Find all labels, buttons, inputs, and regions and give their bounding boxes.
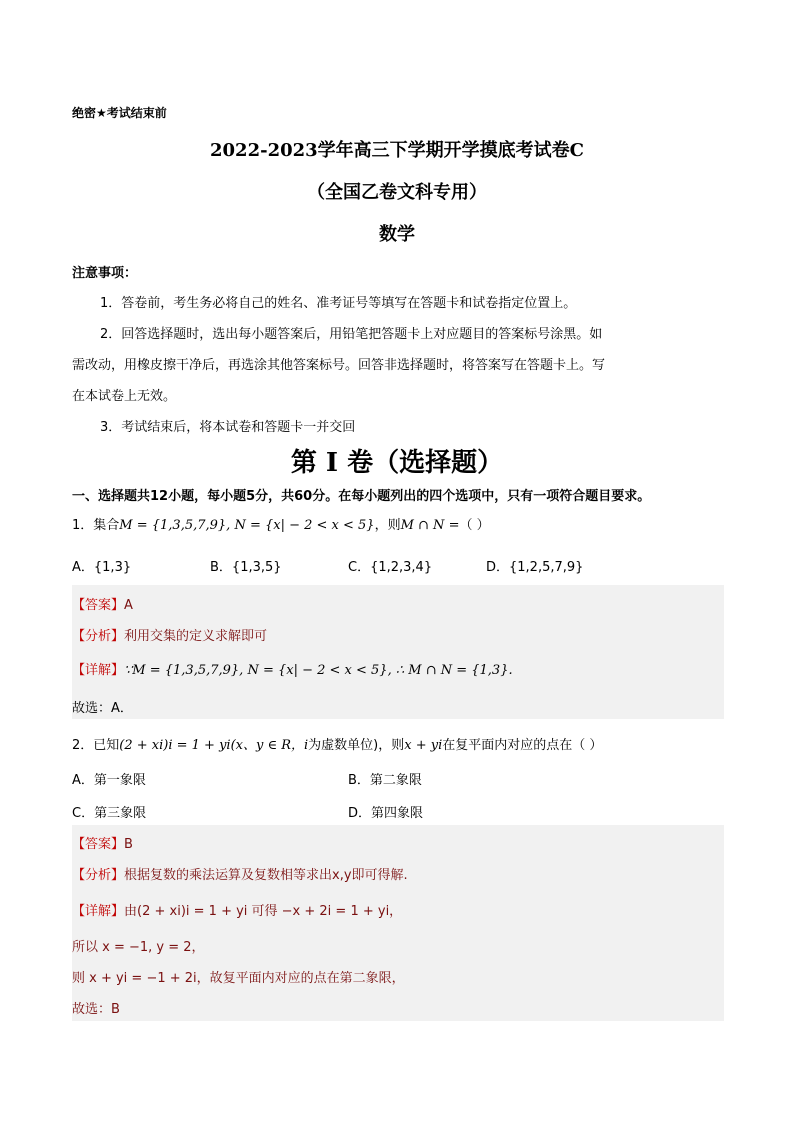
exam-subject: 数学: [379, 224, 415, 245]
part-title: 第 I 卷（选择题）: [290, 448, 504, 478]
q2-detail-line2: 所以 x = −1, y = 2，: [72, 940, 205, 955]
q1-conclusion: 故选：A．: [72, 701, 133, 716]
analysis-tag: 【分析】: [72, 868, 125, 883]
q1-math2: M ∩ N =: [400, 518, 460, 533]
notice-heading: 注意事项：: [72, 266, 138, 281]
q2-option-c: C．第三象限: [72, 806, 147, 821]
notice-item: 3．考试结束后，将本试卷和答题卡一并交回: [100, 420, 356, 435]
q1-answer: [72, 594, 133, 613]
q2-suffix: 在复平面内对应的点在（ ）: [442, 738, 603, 753]
q2-detail: [72, 900, 402, 919]
section-heading: 一、选择题共12小题，每小题5分，共60分。在每小题列出的四个选项中，只有一项符合题目要求。: [72, 489, 651, 504]
answer-tag: 【答案】: [72, 598, 125, 613]
q1-mid: ，则: [374, 518, 401, 533]
confidential-label: 绝密★考试结束前: [72, 106, 167, 120]
q2-detail-line3: 则 x + yi = −1 + 2i，故复平面内对应的点在第二象限，: [72, 971, 405, 986]
detail-tag: 【详解】: [72, 663, 125, 678]
q2-answer: [72, 833, 133, 852]
analysis-text: 根据复数的乘法运算及复数相等求出x,y即可得解.: [124, 868, 408, 883]
q2-solution-box: [72, 825, 724, 1021]
q1-analysis: [72, 625, 267, 644]
detail-text: ∵M = {1,3,5,7,9}, N = {x| − 2 < x < 5}, ∴ M ∩ N = {1,3}.: [124, 663, 513, 678]
q1-solution-box: [72, 585, 724, 719]
question-1-stem: [72, 514, 490, 533]
q2-analysis: [72, 864, 408, 883]
q1-suffix: （ ）: [459, 518, 490, 533]
exam-subtitle: （全国乙卷文科专用）: [307, 182, 487, 203]
analysis-text: 利用交集的定义求解即可: [124, 629, 268, 644]
q1-math: M = {1,3,5,7,9}, N = {x| − 2 < x < 5}: [119, 518, 375, 533]
question-2-stem: [72, 734, 602, 753]
q1-option-d: D．{1,2,5,7,9}: [486, 560, 584, 575]
q2-prefix: 2．已知: [72, 738, 120, 753]
q2-option-a: A．第一象限: [72, 773, 146, 788]
notice-item: 2．回答选择题时，选出每小题答案后，用铅笔把答题卡上对应题目的答案标号涂黑。如: [100, 327, 603, 342]
analysis-tag: 【分析】: [72, 629, 125, 644]
notice-item: 需改动，用橡皮擦干净后，再选涂其他答案标号。回答非选择题时，将答案写在答题卡上。写: [72, 358, 606, 373]
q1-prefix: 1．集合: [72, 518, 120, 533]
detail-text: 由(2 + xi)i = 1 + yi 可得 −x + 2i = 1 + yi，: [124, 904, 403, 919]
detail-tag: 【详解】: [72, 904, 125, 919]
notice-item: 在本试卷上无效。: [72, 389, 177, 404]
q2-mid: 为虚数单位)，则: [308, 738, 405, 753]
answer-value: B: [124, 837, 133, 852]
notice-item: 1．答卷前，考生务必将自己的姓名、准考证号等填写在答题卡和试卷指定位置上。: [100, 296, 577, 311]
exam-title: 2022-2023学年高三下学期开学摸底考试卷C: [210, 140, 584, 161]
q1-option-c: C．{1,2,3,4}: [348, 560, 433, 575]
q1-detail: [72, 659, 513, 678]
q1-option-a: A．{1,3}: [72, 560, 132, 575]
q1-option-b: B．{1,3,5}: [210, 560, 282, 575]
q2-conclusion: 故选：B: [72, 1002, 120, 1017]
answer-tag: 【答案】: [72, 837, 125, 852]
q2-option-d: D．第四象限: [348, 806, 424, 821]
q2-option-b: B．第二象限: [348, 773, 422, 788]
q2-math2: x + yi: [404, 738, 443, 753]
q2-math: (2 + xi)i = 1 + yi(x、y ∈ R，i: [119, 738, 309, 753]
answer-value: A: [124, 598, 133, 613]
